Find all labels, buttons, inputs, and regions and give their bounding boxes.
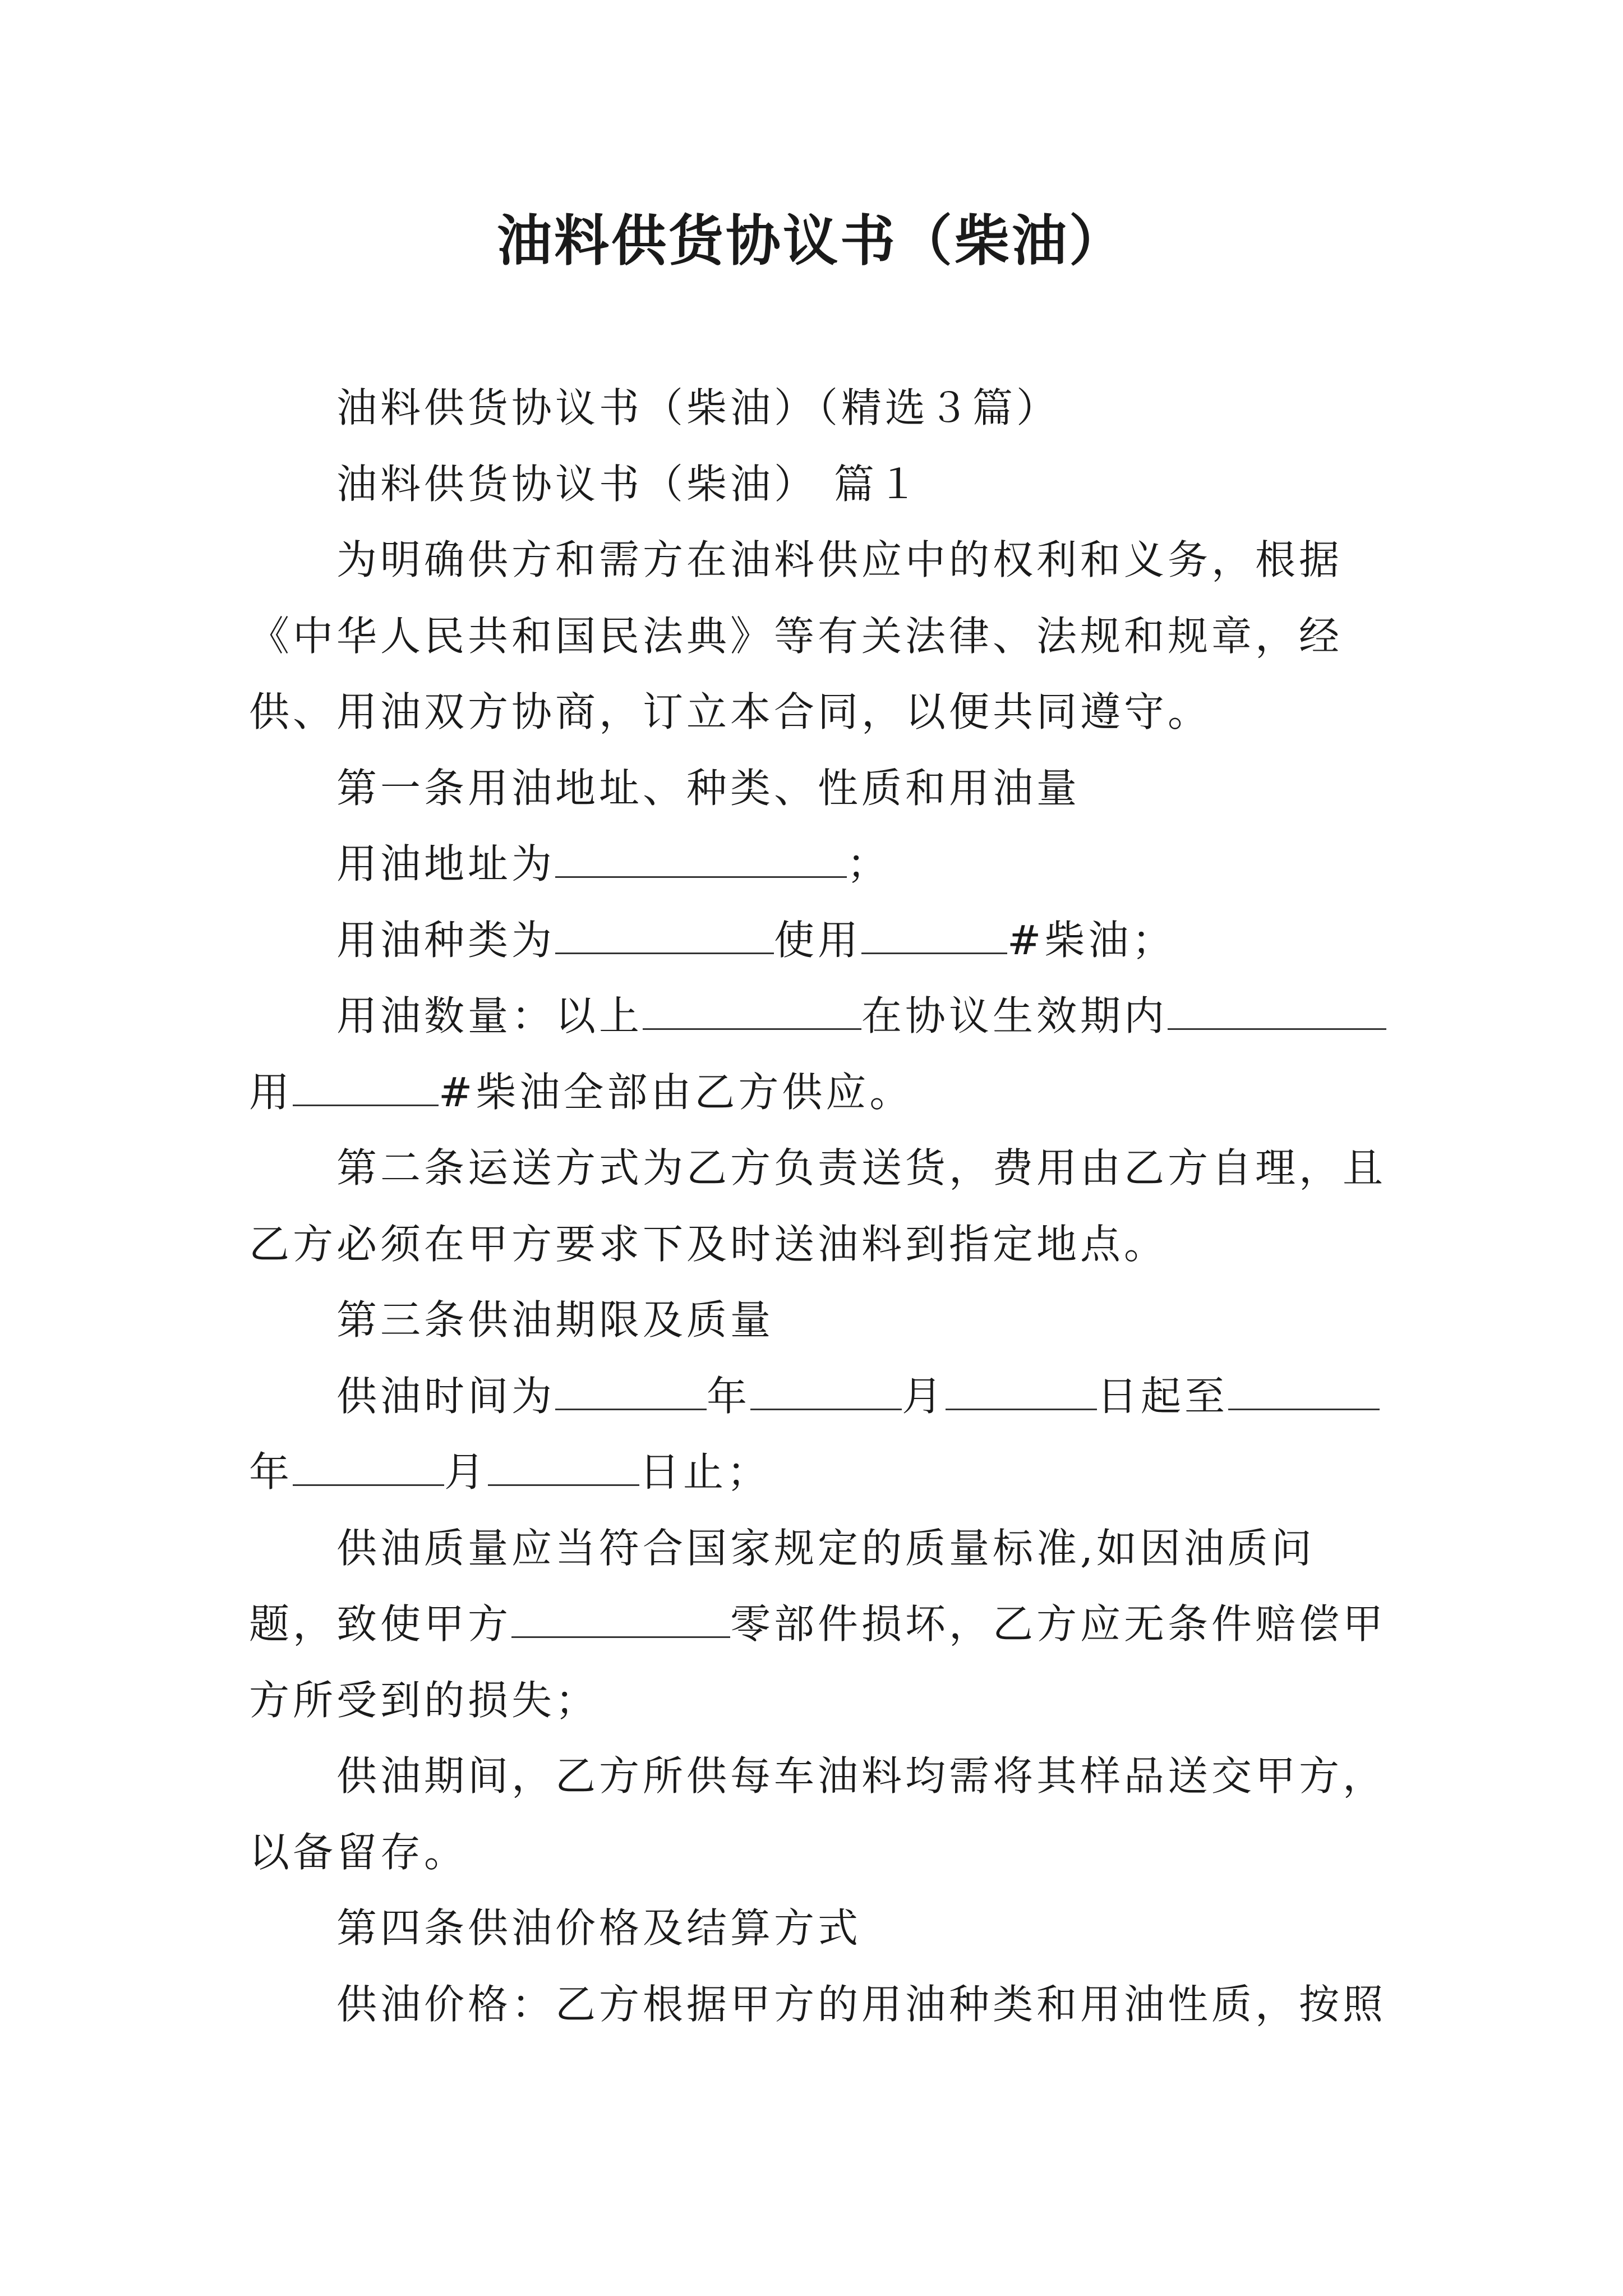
period-label: 供油时间为: [336, 1372, 556, 1420]
quality-text-b: 零部件损坏，乙方应无条件赔偿甲方所受到的损失；: [249, 1600, 1387, 1724]
type-label: 用油种类为: [336, 916, 556, 964]
period-paragraph: [249, 1359, 1387, 1511]
year-label: 年: [707, 1372, 751, 1420]
month-label-2: 月: [444, 1448, 488, 1496]
qty-mid: 在协议生效期内: [861, 992, 1168, 1039]
part-heading: 油料供货协议书（柴油） 篇１: [336, 460, 921, 508]
article2-paragraph: 第二条运送方式为乙方负责送货，费用由乙方自理，且乙方必须在甲方要求下及时送油料到指定地点。: [249, 1144, 1387, 1268]
start-month-blank: [750, 1374, 902, 1410]
day-from-label: 日起至: [1097, 1372, 1229, 1420]
qty-blank: [643, 993, 861, 1030]
document-body: [249, 370, 1387, 2042]
parts-blank: [511, 1602, 730, 1638]
sample-paragraph: 供油期间，乙方所供每车油料均需将其样品送交甲方，以备留存。: [249, 1752, 1387, 1876]
year-label-2: 年: [249, 1448, 293, 1496]
document-title: 油料供货协议书（柴油）: [496, 209, 1126, 273]
article4-heading: 第四条供油价格及结算方式: [336, 1904, 862, 1952]
type-blank: [555, 918, 774, 954]
day-to-label: 日止；: [639, 1448, 771, 1496]
quantity-paragraph: [249, 978, 1387, 1130]
address-blank: [555, 841, 847, 878]
address-end: ；: [847, 840, 891, 887]
type-line: [249, 903, 1387, 979]
month-label: 月: [902, 1372, 946, 1420]
end-day-blank: [488, 1450, 639, 1486]
end-month-blank: [293, 1450, 444, 1486]
qty-grade-blank: [293, 1070, 439, 1106]
qty-end: #柴油全部由乙方供应。: [439, 1068, 914, 1116]
address-label: 用油地址为: [336, 840, 556, 887]
type-use: 使用: [774, 916, 862, 964]
end-year-blank: [1228, 1374, 1380, 1410]
qty-use: 用: [249, 1068, 293, 1116]
qty-period-blank: [1168, 993, 1386, 1030]
subtitle: 油料供货协议书（柴油）（精选３篇）: [336, 384, 1061, 431]
start-year-blank: [555, 1374, 707, 1410]
article3-heading: 第三条供油期限及质量: [336, 1296, 774, 1343]
quality-paragraph: [249, 1511, 1387, 1739]
qty-label: 用油数量：以上: [336, 992, 643, 1039]
type-end: #柴油；: [1007, 916, 1176, 964]
price-paragraph: 供油价格：乙方根据甲方的用油种类和用油性质，按照: [336, 1980, 1387, 2028]
grade-blank: [861, 918, 1007, 954]
article1-heading: 第一条用油地址、种类、性质和用油量: [336, 764, 1081, 812]
quality-text-a: 供油质量应当符合国家规定的质量标准,如因油质问题，致使甲方: [249, 1524, 1315, 1648]
address-line: [249, 826, 1387, 903]
intro-paragraph: 为明确供方和需方在油料供应中的权利和义务，根据《中华人民共和国民法典》等有关法律、法规和规章，经供、用油双方协商，订立本合同，以便共同遵守。: [249, 536, 1343, 735]
start-day-blank: [946, 1374, 1097, 1410]
